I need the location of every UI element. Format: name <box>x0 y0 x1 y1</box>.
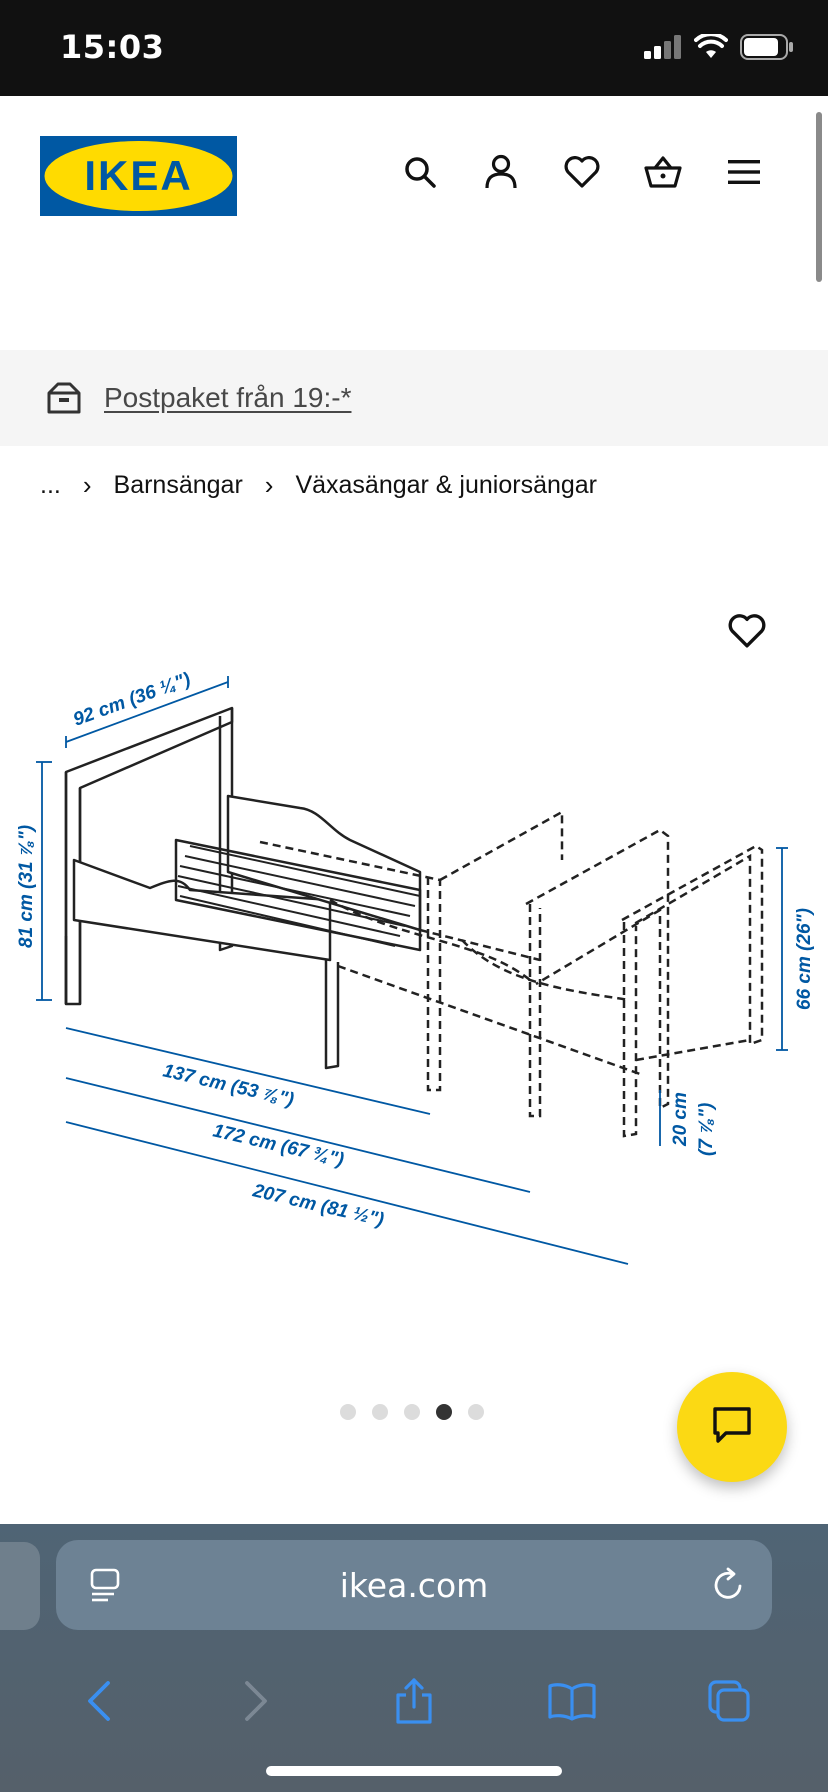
browser-chrome <box>0 1524 828 1792</box>
breadcrumb-separator: › <box>82 470 92 500</box>
delivery-banner <box>0 350 828 446</box>
wifi-icon <box>694 34 728 65</box>
share-button[interactable] <box>384 1673 444 1733</box>
heart-icon[interactable] <box>562 152 602 192</box>
status-bar <box>0 0 828 96</box>
chat-button[interactable] <box>677 1372 787 1482</box>
chevron-right-icon <box>243 1680 269 1727</box>
menu-icon[interactable] <box>724 152 764 192</box>
dim-length-mid-label: 172 cm (67 ¾") <box>210 1120 346 1171</box>
dim-leg-height-label: 20 cm <box>670 1092 691 1146</box>
chevron-left-icon <box>86 1680 112 1727</box>
book-icon <box>547 1681 597 1726</box>
dim-width-label: 92 cm (36 ¼") <box>70 668 194 731</box>
dim-leg-height-inch-label: (7 ⅞") <box>696 1102 717 1156</box>
back-button[interactable] <box>69 1673 129 1733</box>
delivery-box-icon <box>46 381 82 415</box>
cellular-signal-icon <box>644 35 682 64</box>
dim-length-long-label: 207 cm (81 ½") <box>250 1180 386 1231</box>
address-bar[interactable] <box>56 1540 772 1630</box>
browser-toolbar <box>0 1648 828 1758</box>
dim-foot-height-label: 66 cm (26") <box>794 908 815 1010</box>
page-menu-icon[interactable] <box>90 1568 120 1607</box>
share-icon <box>394 1677 434 1730</box>
logo-text: IKEA <box>84 152 193 199</box>
breadcrumb <box>40 470 597 501</box>
search-icon[interactable] <box>400 152 440 192</box>
bookmarks-button[interactable] <box>542 1673 602 1733</box>
header-nav <box>400 152 764 192</box>
delivery-link[interactable]: Postpaket från 19:-* <box>104 382 352 413</box>
battery-icon <box>740 34 794 65</box>
dim-length-short-label: 137 cm (53 ⅞") <box>160 1060 296 1111</box>
page-scrollbar[interactable] <box>816 112 822 282</box>
carousel-dot[interactable] <box>340 1404 356 1420</box>
carousel-dot[interactable] <box>372 1404 388 1420</box>
product-dimension-image[interactable] <box>0 560 828 1320</box>
site-header <box>0 96 828 350</box>
image-carousel-dots <box>340 1404 484 1420</box>
url-text: ikea.com <box>339 1565 489 1605</box>
carousel-dot[interactable] <box>404 1404 420 1420</box>
home-indicator[interactable] <box>266 1766 562 1776</box>
reload-icon[interactable] <box>712 1566 746 1607</box>
chat-icon <box>712 1406 752 1449</box>
account-icon[interactable] <box>481 152 521 192</box>
ikea-logo[interactable] <box>40 136 237 216</box>
status-icons <box>644 34 794 65</box>
add-to-favourites-button[interactable] <box>728 614 768 654</box>
heart-icon <box>728 635 766 652</box>
forward-button[interactable] <box>226 1673 286 1733</box>
tabs-icon <box>707 1679 751 1728</box>
status-time: 15:03 <box>60 28 165 66</box>
breadcrumb-separator: › <box>264 470 274 500</box>
breadcrumb-item-barnsangar[interactable]: Barnsängar <box>113 471 243 499</box>
tabs-button[interactable] <box>699 1673 759 1733</box>
dim-head-height-label: 81 cm (31 ⅞") <box>16 824 37 948</box>
basket-icon[interactable] <box>643 152 683 192</box>
breadcrumb-ellipsis[interactable]: ... <box>40 471 61 499</box>
breadcrumb-item-vaxasangar[interactable]: Växasängar & juniorsängar <box>295 471 598 499</box>
previous-tab-preview[interactable] <box>0 1542 40 1630</box>
carousel-dot[interactable] <box>436 1404 452 1420</box>
carousel-dot[interactable] <box>468 1404 484 1420</box>
